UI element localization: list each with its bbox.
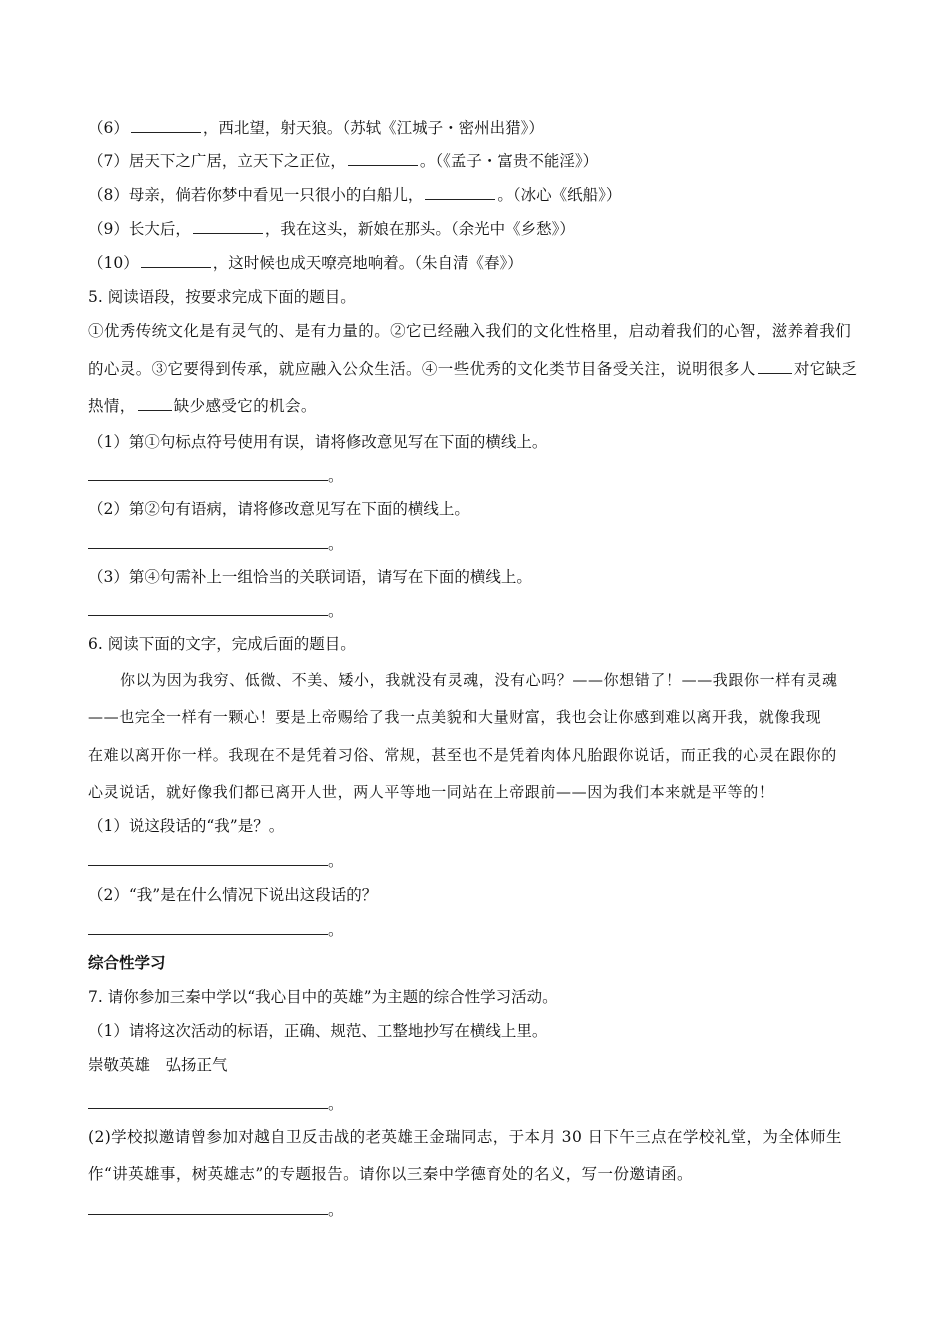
q5-sub3: （3）第④句需补上一组恰当的关联词语，请写在下面的横线上。 (88, 568, 532, 586)
q6-passage-line: 你以为因为我穷、低微、不美、矮小，我就没有灵魂，没有心吗？——你想错了！——我跟你一样有灵魂 (120, 671, 838, 689)
period: 。 (328, 1095, 344, 1113)
q4-item-10 (88, 253, 523, 273)
answer-line[interactable] (88, 920, 328, 935)
q5-para2-post: 对它缺乏 (793, 360, 858, 378)
q5-para3-post: 缺少感受它的机会。 (173, 397, 317, 415)
q4-item-10-post: ，这时候也成天嘹亮地响着。（朱自清《春》） (212, 254, 523, 272)
answer-line-row (88, 1094, 344, 1114)
answer-line[interactable] (88, 534, 328, 549)
q7-sub2-line: 作“讲英雄事，树英雄志”的专题报告。请你以三秦中学德育处的名义，写一份邀请函。 (88, 1165, 693, 1183)
answer-line-row (88, 534, 344, 554)
fill-blank[interactable] (758, 359, 792, 374)
q5-para3-pre: 热情， (88, 397, 136, 415)
q5-sub1: （1）第①句标点符号使用有误，请将修改意见写在下面的横线上。 (88, 433, 548, 451)
answer-line[interactable] (88, 601, 328, 616)
answer-line[interactable] (88, 466, 328, 481)
q6-title: 6. 阅读下面的文字，完成后面的题目。 (88, 635, 356, 653)
answer-line-row (88, 1200, 344, 1220)
fill-blank[interactable] (348, 151, 418, 166)
q4-item-8-pre: （8）母亲，倘若你梦中看见一只很小的白船儿， (88, 186, 424, 204)
q5-paragraph-line: ①优秀传统文化是有灵气的、是有力量的。②它已经融入我们的文化性格里，启动着我们的心智，滋养着我们 (88, 322, 852, 340)
q4-item-8-post: 。（冰心《纸船》） (497, 186, 622, 204)
q6-passage-line: 在难以离开你一样。我现在不是凭着习俗、常规，甚至也不是凭着肉体凡胎跟你说话，而正我的心灵在跟你的 (88, 746, 837, 764)
q4-item-7 (88, 151, 598, 171)
q4-item-7-post: 。（《孟子・富贵不能淫》） (419, 152, 599, 170)
q4-item-9-pre: （9）长大后， (88, 220, 191, 238)
q4-item-6-pre: （6） (88, 119, 129, 137)
answer-line-row (88, 466, 344, 486)
period: 。 (328, 1201, 344, 1219)
q4-item-7-pre: （7）居天下之广居，立天下之正位， (88, 152, 346, 170)
q5-paragraph-line (88, 396, 317, 416)
answer-line[interactable] (88, 1200, 328, 1215)
q6-sub2: （2）“我”是在什么情况下说出这段话的？ (88, 886, 378, 904)
period: 。 (328, 467, 344, 485)
q7-slogan: 崇敬英雄 弘扬正气 (88, 1056, 228, 1074)
answer-line[interactable] (88, 851, 328, 866)
q6-sub1: （1）说这段话的“我”是？。 (88, 817, 285, 835)
q6-passage-line: ——也完全一样有一颗心！要是上帝赐给了我一点美貌和大量财富，我也会让你感到难以离开我，就像我现 (88, 708, 822, 726)
q5-para2-pre: 的心灵。③它要得到传承，就应融入公众生活。④一些优秀的文化类节目备受关注，说明很多人 (88, 360, 756, 378)
q4-item-8 (88, 185, 621, 205)
fill-blank[interactable] (141, 253, 211, 268)
fill-blank[interactable] (193, 219, 263, 234)
answer-line-row (88, 601, 344, 621)
q7-sub1: （1）请将这次活动的标语，正确、规范、工整地抄写在横线上里。 (88, 1022, 548, 1040)
q7-sub2-line: (2)学校拟邀请曾参加对越自卫反击战的老英雄王金瑞同志，于本月 30 日下午三点在学校礼堂，为全体师生 (88, 1128, 842, 1146)
fill-blank[interactable] (425, 185, 495, 200)
q4-item-10-pre: （10） (88, 254, 139, 272)
q5-sub2: （2）第②句有语病，请将修改意见写在下面的横线上。 (88, 500, 470, 518)
answer-line[interactable] (88, 1094, 328, 1109)
q4-item-6 (88, 118, 544, 138)
answer-line-row (88, 851, 344, 871)
q7-title: 7. 请你参加三秦中学以“我心目中的英雄”为主题的综合性学习活动。 (88, 988, 558, 1006)
period: 。 (328, 921, 344, 939)
q4-item-6-post: ，西北望，射天狼。（苏轼《江城子・密州出猎》） (202, 119, 544, 137)
period: 。 (328, 602, 344, 620)
q6-passage-line: 心灵说话，就好像我们都已离开人世，两人平等地一同站在上帝跟前——因为我们本来就是平等的！ (88, 783, 775, 801)
period: 。 (328, 852, 344, 870)
section-heading: 综合性学习 (88, 954, 166, 972)
q5-paragraph-line (88, 359, 857, 379)
q4-item-9-post: ，我在这头，新娘在那头。（余光中《乡愁》） (264, 220, 575, 238)
period: 。 (328, 535, 344, 553)
fill-blank[interactable] (138, 396, 172, 411)
q4-item-9 (88, 219, 575, 239)
answer-line-row (88, 920, 344, 940)
fill-blank[interactable] (131, 118, 201, 133)
q5-title: 5. 阅读语段，按要求完成下面的题目。 (88, 288, 356, 306)
